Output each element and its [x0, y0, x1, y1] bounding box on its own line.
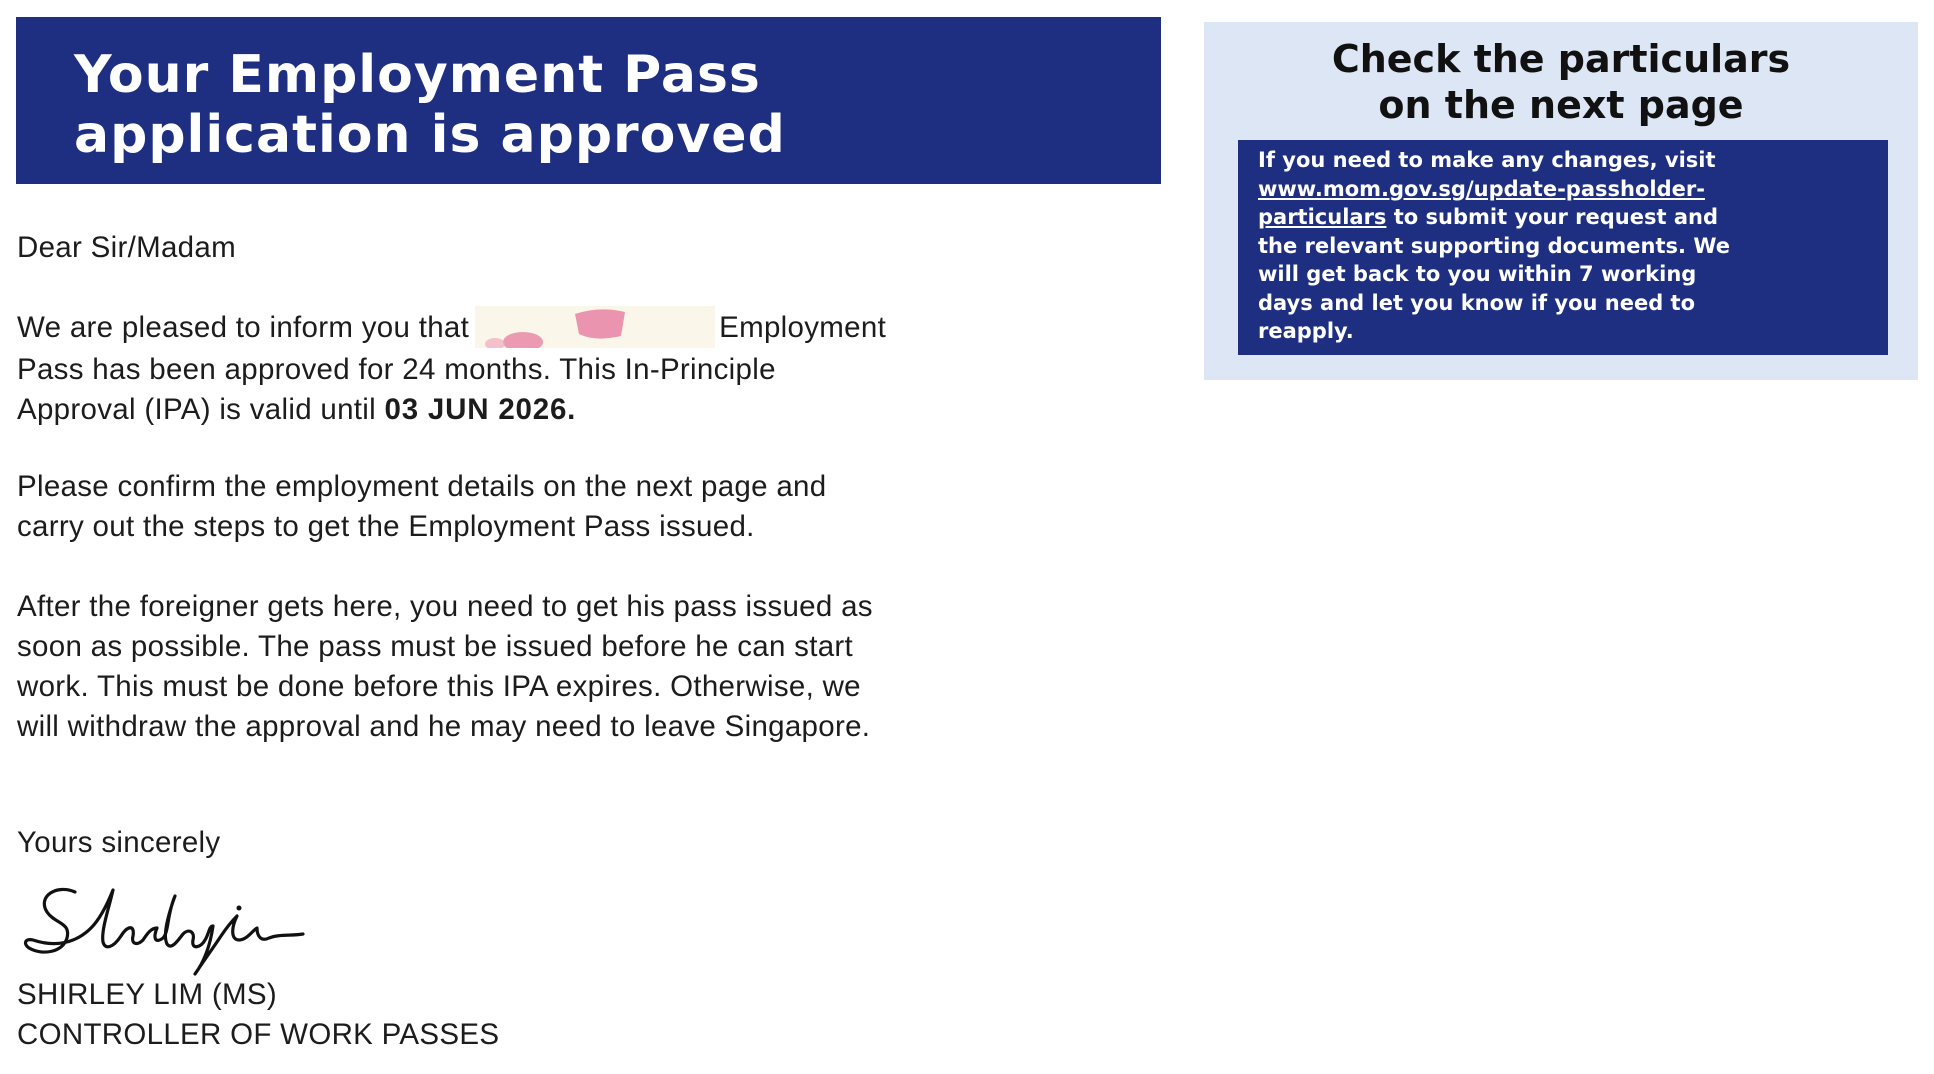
title-line-2: application is approved: [74, 105, 786, 165]
title-banner: [16, 17, 1161, 184]
issuance-line-2: soon as possible. The pass must be issued before he can start: [17, 630, 854, 663]
changes-line-6: days and let you know if you need to: [1258, 290, 1696, 315]
particulars-title-line-2: on the next page: [1378, 83, 1744, 127]
particulars-title: [1204, 36, 1918, 128]
issuance-line-1: After the foreigner gets here, you need to get his pass issued as: [17, 590, 873, 623]
issuance-paragraph: [17, 587, 873, 747]
approval-paragraph: [17, 308, 886, 430]
signatory-block: [17, 975, 499, 1055]
changes-line-7: reapply.: [1258, 319, 1354, 343]
changes-line-5: will get back to you within 7 working: [1258, 262, 1697, 286]
confirm-line-1: Please confirm the employment details on the next page and: [17, 470, 827, 503]
signatory-title: CONTROLLER OF WORK PASSES: [17, 1018, 500, 1051]
signature-scrawl: [17, 878, 307, 978]
changes-info-box: If you need to make any changes, visit www.mom.gov.sg/update-passholder- particulars to submit your request and the relevant supporting documents. We will get back to you within 7 working days and let you know if you need to reapply.: [1238, 140, 1888, 355]
salutation: Dear Sir/Madam: [17, 231, 236, 264]
changes-line-4: the relevant supporting documents. We: [1258, 233, 1730, 258]
issuance-line-4: will withdraw the approval and he may need to leave Singapore.: [17, 710, 871, 743]
handwritten-signature: [17, 878, 307, 978]
closing: Yours sincerely: [17, 826, 221, 859]
confirm-line-2: carry out the steps to get the Employment Pass issued.: [17, 510, 755, 543]
ipa-valid-until-date: 03 JUN 2026.: [384, 393, 577, 427]
update-particulars-link-cont[interactable]: particulars: [1258, 205, 1387, 229]
changes-line-1: If you need to make any changes, visit: [1258, 148, 1716, 172]
update-particulars-link[interactable]: www.mom.gov.sg/update-passholder-: [1258, 176, 1705, 201]
approval-line-1: We are pleased to inform you that Employment: [17, 308, 886, 350]
approval-line-3: Approval (IPA) is valid until 03 JUN 2026.: [17, 393, 577, 427]
title-line-1: Your Employment Pass: [74, 45, 761, 105]
confirm-paragraph: [17, 467, 826, 547]
issuance-line-3: work. This must be done before this IPA expires. Otherwise, we: [17, 670, 861, 703]
particulars-panel: [1204, 22, 1918, 380]
approval-line-2: Pass has been approved for 24 months. This In-Principle: [17, 353, 776, 387]
signatory-name: SHIRLEY LIM (MS): [17, 978, 277, 1011]
particulars-title-line-1: Check the particulars: [1331, 37, 1791, 81]
redacted-name: [475, 306, 715, 348]
